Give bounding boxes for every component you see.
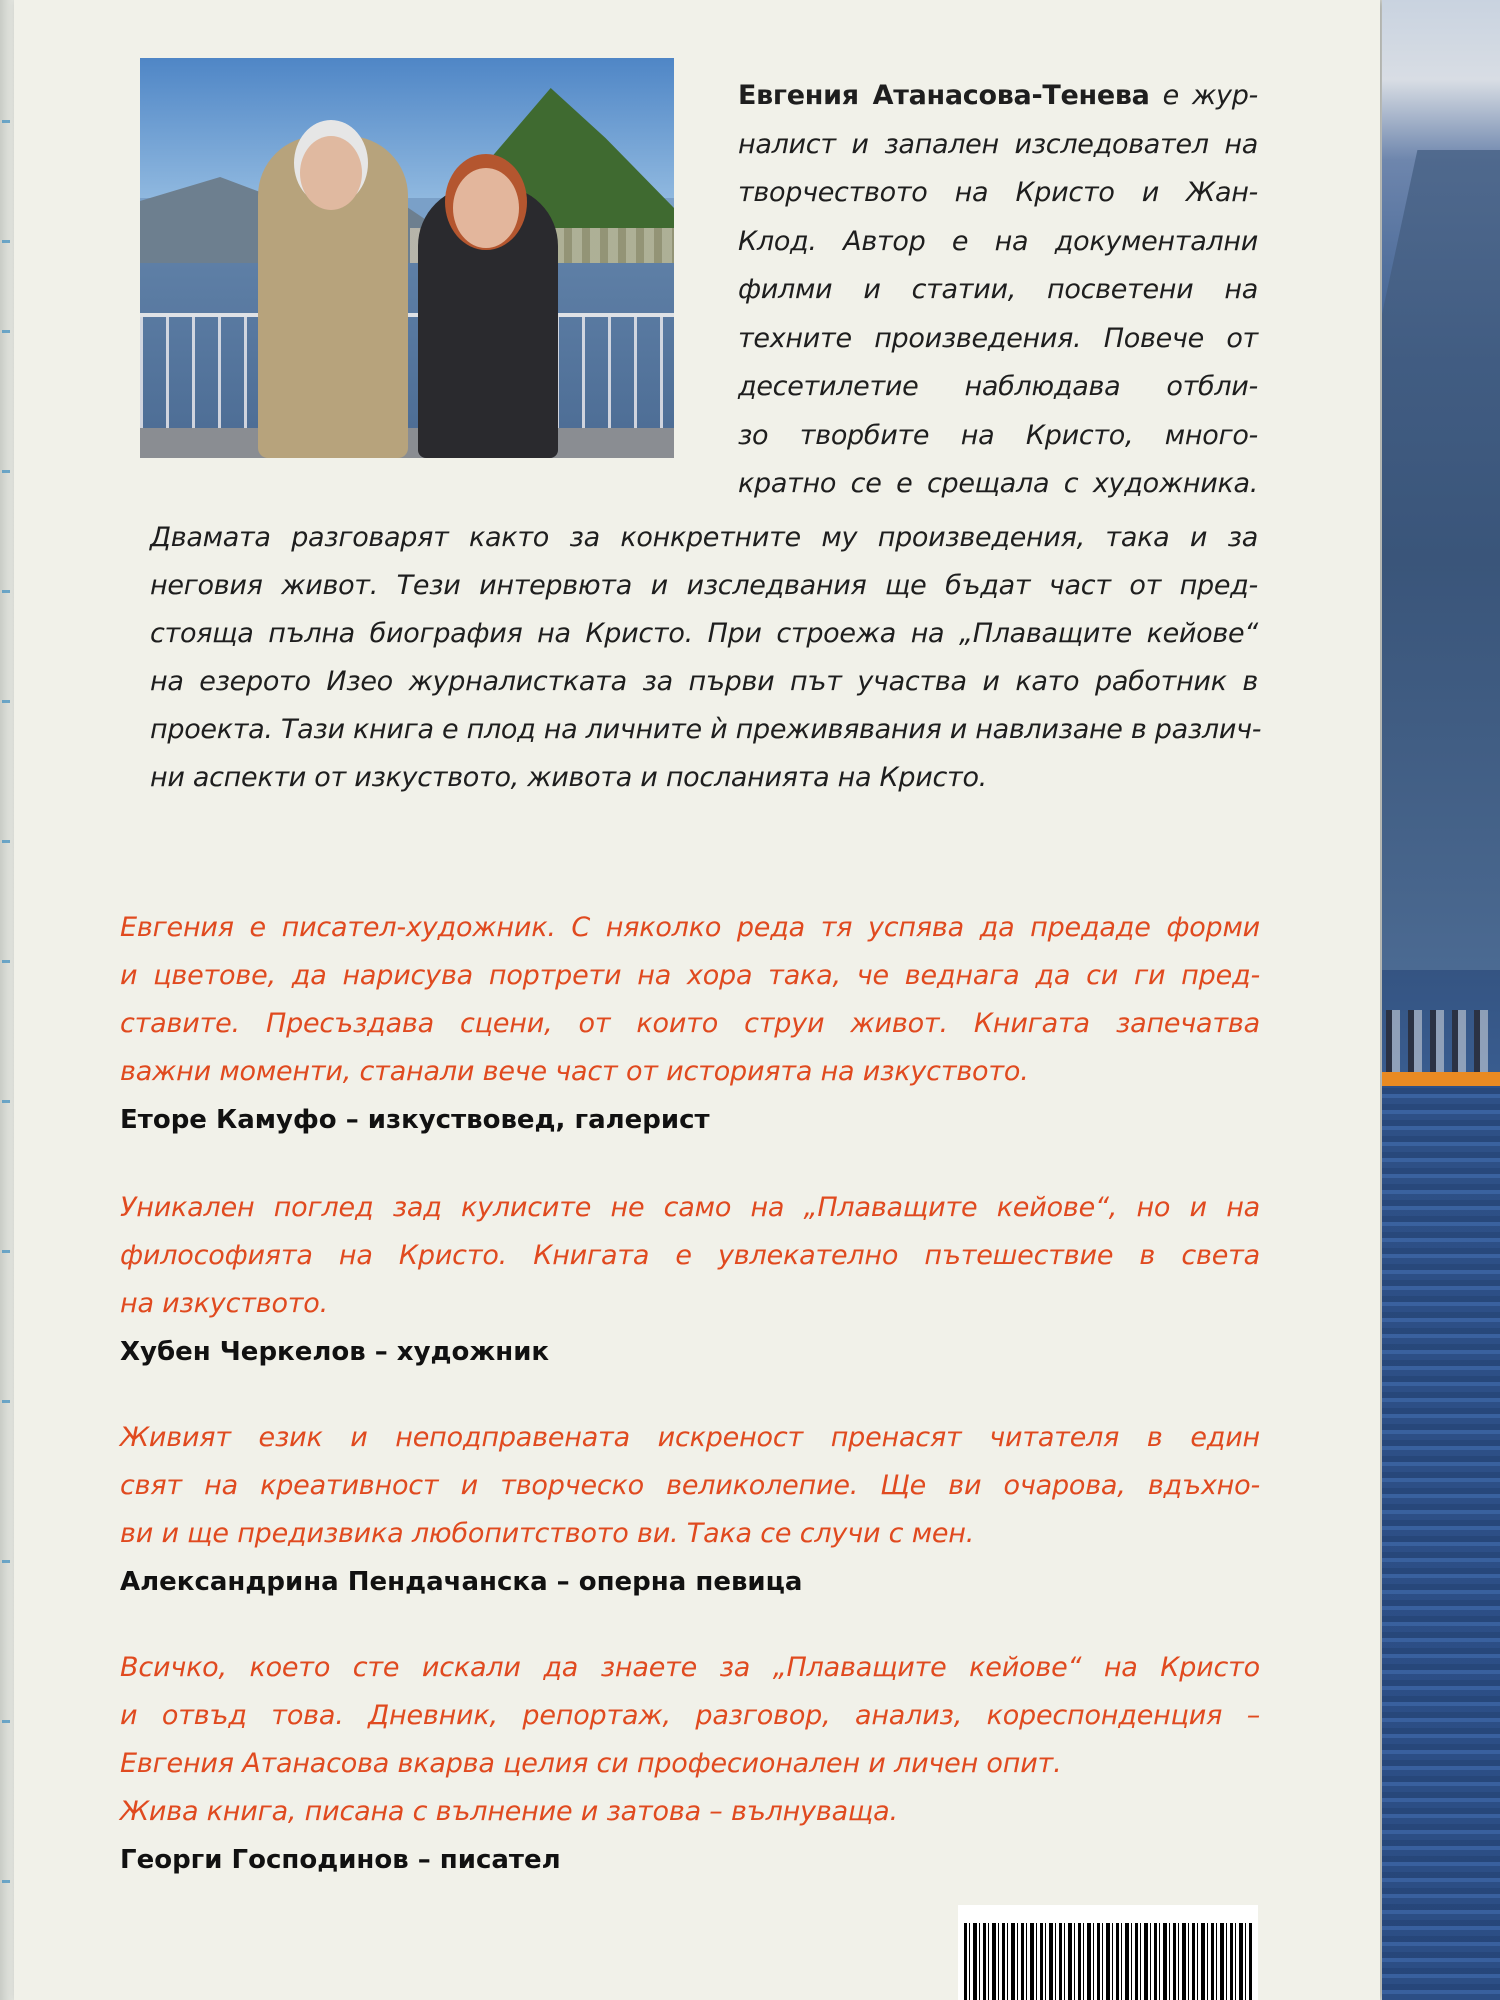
quote-attribution: Еторе Камуфо – изкуствовед, галерист — [120, 1105, 710, 1135]
bio-line: стояща пълна биография на Кристо. При строежа на „Плаващите кейове“ — [150, 618, 1258, 649]
author-photo — [140, 58, 674, 458]
quote-line: и цветове, да нарисува портрети на хора така, че веднага да си ги пред- — [120, 960, 1260, 991]
bio-line: налист и запален изследовател на — [738, 128, 1258, 160]
quote-attribution: Хубен Черкелов – художник — [120, 1337, 550, 1367]
bio-line: неговия живот. Тези интервюта и изследвания ще бъдат част от пред- — [150, 570, 1258, 601]
review-quote-2 — [120, 1184, 1260, 1374]
bio-line: творчеството на Кристо и Жан- — [738, 177, 1258, 208]
bio-line: ни аспекти от изкуството, живота и посланията на Кристо. — [150, 762, 987, 793]
quote-line: на изкуството. — [120, 1288, 329, 1319]
quote-line: важни моменти, станали вече част от историята на изкуството. — [120, 1056, 1029, 1087]
quote-line: философията на Кристо. Книгата е увлекателно пътешествие в света — [120, 1240, 1260, 1271]
quote-line: Евгения е писател-художник. С няколко реда тя успява да предаде форми — [120, 912, 1260, 943]
bio-line: Клод. Автор е на документални — [738, 225, 1258, 257]
bio-line: на езерото Изео журналистката за първи път участва и като работник в — [150, 666, 1258, 697]
quote-line: ставите. Пресъздава сцени, от които струи живот. Книгата запечатва — [120, 1008, 1260, 1039]
quote-line: свят на креативност и творческо великолепие. Ще ви очарова, вдъхно- — [120, 1470, 1260, 1501]
quote-line: Уникален поглед зад кулисите не само на „Плаващите кейове“, но и на — [120, 1192, 1260, 1223]
quote-line: Евгения Атанасова вкарва целия си професионален и личен опит. — [120, 1748, 1062, 1779]
front-cover-photo-edge — [1382, 0, 1500, 2000]
quote-attribution: Георги Господинов – писател — [120, 1845, 561, 1875]
bio-line: филми и статии, посветени на — [738, 274, 1258, 305]
quote-line: Живият език и неподправената искреност пренасят читателя в един — [120, 1422, 1260, 1453]
quote-line: ви и ще предизвика любопитството ви. Така се случи с мен. — [120, 1518, 975, 1549]
barcode-bars — [964, 1923, 1252, 2000]
barcode — [958, 1905, 1258, 2000]
author-bio-side — [738, 72, 1258, 509]
bio-line: кратно се е срещала с художника. — [738, 468, 1258, 499]
bio-line: Евгения Атанасова-Тенева е жур- — [738, 80, 1258, 111]
author-bio-wide — [150, 514, 1262, 802]
author-name: Евгения Атанасова-Тенева — [738, 80, 1150, 111]
bio-line: зо творбите на Кристо, много- — [738, 419, 1258, 451]
review-quote-4 — [120, 1644, 1260, 1882]
quote-line: Жива книга, писана с вълнение и затова – вълнуваща. — [120, 1796, 898, 1827]
quote-line: и отвъд това. Дневник, репортаж, разговор, анализ, кореспонденция – — [120, 1700, 1260, 1731]
bio-line: Двамата разговарят както за конкретните му произведения, така и за — [150, 522, 1258, 553]
quote-line: Всичко, което сте искали да знаете за „Плаващите кейове“ на Кристо — [120, 1652, 1260, 1683]
quote-attribution: Александрина Пендачанска – оперна певица — [120, 1567, 803, 1597]
bio-line: десетилетие наблюдава отбли- — [738, 371, 1258, 402]
review-quote-1 — [120, 904, 1260, 1142]
bio-line: техните произведения. Повече от — [738, 322, 1258, 354]
bio-line: проекта. Тази книга е плод на личните ѝ преживявания и навлизане в различ- — [150, 714, 1262, 745]
review-quote-3 — [120, 1414, 1260, 1604]
